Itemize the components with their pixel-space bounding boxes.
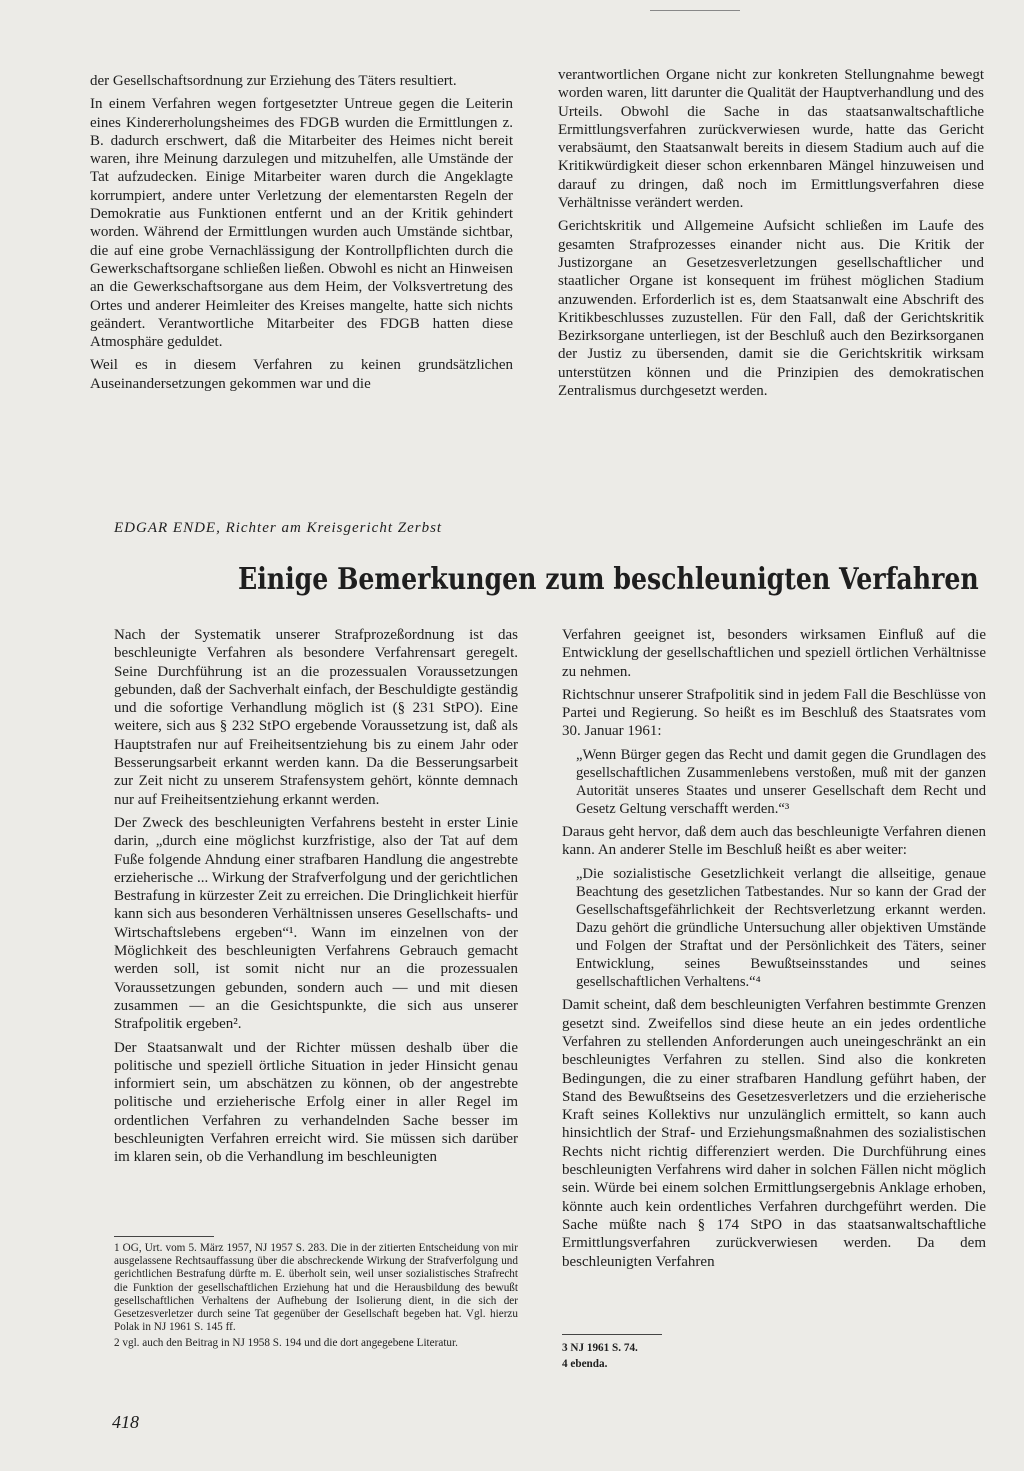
paragraph: Weil es in diesem Verfahren zu keinen grundsätzlichen Auseinandersetzungen gekommen war und die <box>90 357 513 392</box>
block-quote: „Wenn Bürger gegen das Recht und damit gegen die Grundlagen des gesellschaftlichen Zusammenlebens verstoßen, muß mit der ganzen Autorität unseres Staates und unserer Gesellschaft dem Recht und Gesetz Geltung verschafft werden.“³ <box>576 746 986 818</box>
paragraph: Damit scheint, daß dem beschleunigten Verfahren bestimmte Grenzen gesetzt sind. Zweifellos sind diese heute an ein jedes ordentliche Verfahren zu stellenden Anforderungen auch uneingeschränkt an ein beschleunigtes Verfahren zu stellen. Sind also die konkreten Bedingungen, die zu einer strafbaren Handlung geführt haben, der Stand des Bewußtseins des Gesetzesverletzers und die erzieherische Kraft seines Kollektivs nur unzulänglich ermittelt, so kann auch hinsichtlich der Straf- und Erziehungsmaßnahmen des sozialistischen Rechts nicht richtig differenziert werden. Die Durchführung eines beschleunigten Verfahrens wird daher in solchen Fällen nicht möglich sein. Würde bei einem solchen Ermittlungsergebnis Anklage erhoben, könnte auch kein ordentliches Verfahren durchgeführt werden. Die Sache müßte nach § 174 StPO in das staatsanwaltschaftliche Ermittlungsverfahren zurückverwiesen werden. Da dem beschleunigten Verfahren <box>562 997 986 1270</box>
paragraph: verantwortlichen Organe nicht zur konkreten Stellungnahme bewegt worden waren, litt darunter die Qualität der Hauptverhandlung und des Urteils. Obwohl die Sache in das staatsanwaltschaftliche Ermittlungsverfahren zurückverwiesen wurde, hatte das Gericht verabsäumt, den Staatsanwalt bereits in diesem Stadium auch auf die Kritikwürdigkeit dieser schon erkennbaren Mängel hinzuweisen und darauf zu dringen, daß noch im Ermittlungsverfahren diese Verhältnisse verändert werden. <box>558 67 984 212</box>
article-title: Einige Bemerkungen zum beschleunigten Verfahren <box>238 562 979 597</box>
block-quote: „Die sozialistische Gesetzlichkeit verlangt die allseitige, genaue Beachtung des gesetzlichen Tatbestandes. Nur so kann der Grad der Gesellschaftsgefährlichkeit der Rechtsverletzung erkannt werden. Dazu gehört die gründliche Untersuchung aller objektiven Umstände und Folgen der Straftat und der Persönlichkeit des Täters, seiner Entwicklung, seines Bewußtseinsstandes und seines gesellschaftlichen Verhaltens.“⁴ <box>576 865 986 991</box>
paragraph: Nach der Systematik unserer Strafprozeßordnung ist das beschleunigte Verfahren als besondere Verfahrensart geregelt. Seine Durchführung ist an die prozessualen Voraussetzungen gebunden, daß der Sachverhalt einfach, der Beschuldigte geständig und die sofortige Verhandlung möglich ist (§ 231 StPO). Eine weitere, sich aus § 232 StPO ergebende Voraussetzung ist, daß als Hauptstrafen nur auf Freiheitsentziehung bis zu einem Jahr oder Besserungsarbeit erkannt werden kann. Da die Besserungsarbeit zur Zeit nicht zu unserem Strafensystem gehört, könnte demnach nur auf Freiheitsentziehung erkannt werden. <box>114 627 518 808</box>
footnote: 2 vgl. auch den Beitrag in NJ 1958 S. 194 und die dort angegebene Literatur. <box>114 1337 458 1350</box>
footnote: 3 NJ 1961 S. 74. <box>562 1342 638 1354</box>
bottom-left-column <box>114 626 518 1172</box>
page-number: 418 <box>112 1412 139 1432</box>
bottom-right-column <box>562 626 986 1276</box>
top-right-column <box>558 66 984 405</box>
footnotes-right <box>562 1342 702 1374</box>
paragraph: der Gesellschaftsordnung zur Erziehung des Täters resultiert. <box>90 73 457 89</box>
footnote-divider <box>562 1334 662 1335</box>
top-left-column <box>90 72 513 398</box>
footnotes-left <box>114 1242 518 1354</box>
author-byline: EDGAR ENDE, Richter am Kreisgericht Zerbst <box>114 520 443 536</box>
paragraph: Verfahren geeignet ist, besonders wirksamen Einfluß auf die Entwicklung der gesellschaftlichen und speziell örtlichen Verhältnisse zu nehmen. <box>562 627 986 680</box>
paragraph: Richtschnur unserer Strafpolitik sind in jedem Fall die Beschlüsse von Partei und Regierung. So heißt es im Beschluß des Staatsrates vom 30. Januar 1961: <box>562 686 986 740</box>
paragraph: Der Staatsanwalt und der Richter müssen deshalb über die politische und speziell örtliche Situation in jeder Hinsicht genau informiert sein, um abschätzen zu können, ob der angestrebte politische und erzieherische Erfolg einer in aller Regel im ordentlichen Verfahren zu verhandelnden Sache besser im beschleunigten Verfahren erreicht wird. Sie müssen sich darüber im klaren sein, ob die Verhandlung im beschleunigten <box>114 1039 518 1166</box>
top-edge-mark <box>650 10 740 11</box>
footnote-divider <box>114 1236 214 1237</box>
paragraph: In einem Verfahren wegen fortgesetzter Untreue gegen die Leiterin eines Kindererholungsheimes des FDGB wurden die Ermittlungen z. B. dadurch erschwert, daß die Mitarbeiter des Heimes nicht bereit waren, ihre Meinung darzulegen und mitzuhelfen, alle Umstände der Tat aufzudecken. Einige Mitarbeiter waren durch die Angeklagte korrumpiert, andere unter Verletzung der elementarsten Regeln der Demokratie aus Funktionen entfernt und an der Kritik gehindert worden. Während der Ermittlungen wurden auch Umstände sichtbar, die auf eine grobe Vernachlässigung der Kontrollpflichten durch die Gewerkschaftsorgane schließen ließen. Obwohl es nicht an Hinweisen an die Gewerkschaftsorgane aus dem Heim, der Volksvertretung des Ortes und anderer Heimleiter des Kreises mangelte, hatte sich nichts geändert. Verantwortliche Mitarbeiter des FDGB hatten diese Atmosphäre geduldet. <box>90 96 513 351</box>
footnote: 4 ebenda. <box>562 1358 608 1371</box>
paragraph: Der Zweck des beschleunigten Verfahrens besteht in erster Linie darin, „durch eine möglichst kurzfristige, also der Tat auf dem Fuße folgende Ahndung einer strafbaren Handlung die angestrebte erzieherische ... Wirkung der Strafverfolgung und der gerichtlichen Bestrafung in kürzester Zeit zu erreichen. Die Dringlichkeit hierfür kann sich aus besonderen Verhältnissen unseres Gesellschafts- und Wirtschaftslebens ergeben“¹. Wann im einzelnen von der Möglichkeit des beschleunigten Verfahrens Gebrauch gemacht werden soll, ist somit nicht nur an die prozessualen Voraussetzungen gebunden, sondern auch — und mit diesen zusammen — an die Gesichtspunkte, die sich aus unserer Strafpolitik ergeben². <box>114 814 518 1033</box>
paragraph: Daraus geht hervor, daß dem auch das beschleunigte Verfahren dienen kann. An anderer Stelle im Beschluß heißt es aber weiter: <box>562 824 986 859</box>
footnote: 1 OG, Urt. vom 5. März 1957, NJ 1957 S. 283. Die in der zitierten Entscheidung von mir ausgelassene Rechtsauffassung über die abschreckende Wirkung der Strafverfolgung und gerichtlichen Bestrafung dürfte m. E. überholt sein, weil unser sozialistisches Strafrecht die Funktion der gesellschaftlichen Erziehung hat und die Herausbildung des bewußt gesellschaftlichen Verhaltens der Aufhebung der Isolierung dient, in die sich der Gesetzesverletzer durch seine Tat gegenüber der Gesellschaft begeben hat. Vgl. hierzu Polak in NJ 1961 S. 145 ff. <box>114 1242 518 1334</box>
paragraph: Gerichtskritik und Allgemeine Aufsicht schließen im Laufe des gesamten Strafprozesses einander nicht aus. Die Kritik der Justizorgane an Gesetzesverletzungen gesellschaftlicher und staatlicher Organe ist konsequent im frühest möglichen Stadium anzuwenden. Erforderlich ist es, dem Staatsanwalt eine Abschrift des Kritikbeschlusses zuzustellen. Für den Fall, daß der Gerichtskritik Bezirksorgane unterliegen, ist der Beschluß auch den Bezirksorganen der Justiz zu übersenden, damit sie die Gerichtskritik wirksam unterstützen können und die Prinzipien des demokratischen Zentralismus durchgesetzt werden. <box>558 218 984 400</box>
